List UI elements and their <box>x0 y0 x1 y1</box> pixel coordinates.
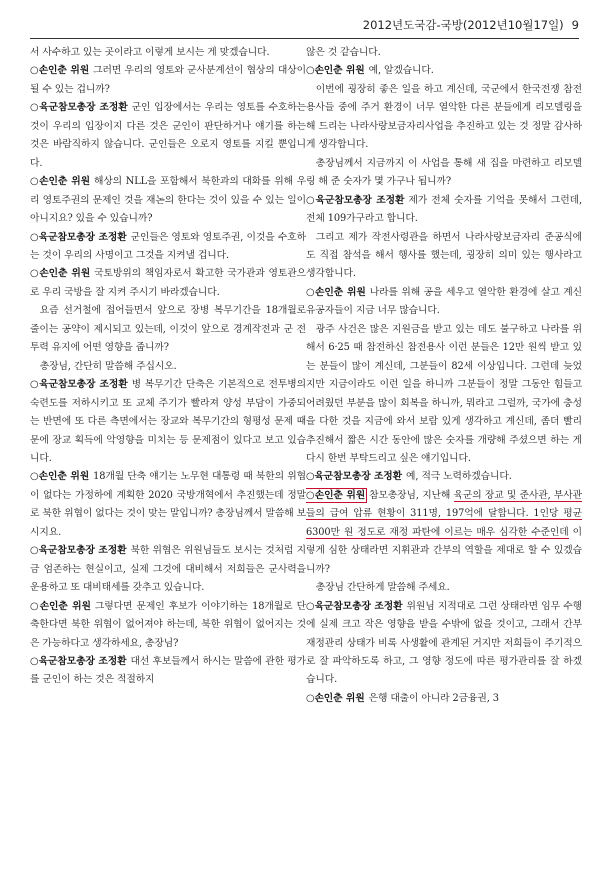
speech-text: 않은 것 같습니다. <box>306 47 381 58</box>
speech-text: 서 사수하고 있는 곳이라고 이렇게 보시는 게 맞겠습니다. <box>30 47 270 58</box>
speech-text: 총장님께서 지금까지 이 사업을 통해 새 집을 마련하고 리모델링 해 준 숫자가 몇 가구나 됩니까? <box>306 157 582 188</box>
page-header <box>30 14 579 39</box>
right-column <box>306 44 582 864</box>
speaker-name: ○육군참모총장 조정환 <box>306 194 405 206</box>
speech-text: 이렇게 심한 상태라면 지휘관과 간부의 역할을 제대로 할 수 있겠습니까? <box>306 526 582 575</box>
speech-text: 군인 입장에서는 우리는 영토를 수호하는 것이 우리의 입장이지 다른 것은 군인이 판단하거나 얘기를 하는 것은 바람직하지 않습니다. 군인들은 오로지 영토를 지킬 뿐입니다. <box>30 102 306 169</box>
speaker-name: ○손인춘 위원 <box>306 65 365 77</box>
speaker-name: ○육군참모총장 조정환 <box>30 102 128 114</box>
speech-text: 그리고 제가 작전사령관을 하면서 나라사랑보금자리 준공식에도 직접 참석을 해서 행사를 했는데, 굉장히 의미 있는 행사라고 생각합니다. <box>306 231 582 280</box>
text-paragraph <box>30 302 306 357</box>
text-paragraph <box>306 321 582 469</box>
speech-paragraph <box>306 62 582 80</box>
speech-text: 병 복무기간 단축은 기본적으로 전투병의 숙련도를 저하시키고 또 교체 주기가 빨라져 양성 부담이 가중되는 반면에 또 다른 측면에서는 장교와 복무기간의 형평성 문제 때문에 장교 획득에 악영향을 미치는 등 문제점이 있다고 보고 있습니다. <box>30 379 306 464</box>
speaker-name: ○육군참모총장 조정환 <box>30 379 128 391</box>
text-paragraph <box>30 358 306 376</box>
speech-text: 그렇다면 문제인 후보가 이야기하는 18개월로 단축한다면 북한 위협이 없어져야 하는데, 북한 위협이 없어지는 것은 가능하다고 생각하세요, 총장님? <box>30 600 306 649</box>
speech-paragraph <box>306 690 582 708</box>
speech-paragraph <box>30 598 306 653</box>
text-paragraph <box>306 155 582 192</box>
speech-text: 은행 대출이 아니라 2금융권, 3 <box>368 692 499 704</box>
text-paragraph <box>306 229 582 284</box>
speaker-name: ○육군참모총장 조정환 <box>30 655 127 667</box>
speaker-name: ○육군참모총장 조정환 <box>306 600 403 612</box>
speech-paragraph <box>30 62 306 99</box>
text-paragraph <box>306 579 582 597</box>
speech-text: 총장님 간단하게 말씀해 주세요. <box>315 582 450 594</box>
speech-paragraph <box>306 192 582 229</box>
speech-text: 국토방위의 책임자로서 확고한 국가관과 영토관으로 우리 국방을 잘 지켜 주시기 바라겠습니다. <box>30 268 306 298</box>
speech-text: 대선 후보들께서 하시는 말씀에 관한 평가를 군인이 하는 것은 적절하지 <box>30 655 306 686</box>
speech-text: 군인들은 영토와 영토주권, 이것을 수호하는 것이 우리의 사명이고 그것을 지켜낼 겁니다. <box>30 231 306 261</box>
text-paragraph <box>306 44 582 62</box>
speaker-name: ○손인춘 위원 <box>30 176 90 188</box>
speech-paragraph <box>30 468 306 542</box>
speech-text: 제가 전체 숫자를 기억을 못해서 그런데, 전체 109가구라고 합니다. <box>306 194 582 225</box>
speech-text: 나라를 위해 공을 세우고 열악한 환경에 살고 계신 유공자들이 지금 너무 많습니다. <box>306 286 582 317</box>
speech-paragraph <box>306 487 582 579</box>
speech-text: 해상의 NLL을 포함해서 북한과의 대화를 위해 우리 영토주권의 문제인 것을 재논의 한다는 것이 있을 수 있는 일이 아니지요? 있을 수 있습니까? <box>30 176 306 225</box>
speech-text: 18개월 단축 얘기는 노무현 대통령 때 북한의 위협이 없다는 가정하에 계획한 2020 국방개혁에서 추진했는데 정말로 북한 위협이 없다는 것이 맞는 말입니까? 총장님께서 말씀해 보시지요. <box>30 471 306 538</box>
underlined-passage: 육군의 장교 및 준사관, 부사관들의 급여 압류 현황이 311명, 197억에 달합니다. 1인당 평균 6300만 원 정도로 재정 파탄에 이르는 매우 심각한 수준인데 <box>306 489 582 538</box>
speaker-name: ○손인춘 위원 <box>306 692 365 704</box>
text-paragraph <box>306 81 582 155</box>
page-number: 9 <box>571 18 579 32</box>
speech-paragraph <box>30 173 306 228</box>
speech-paragraph <box>30 653 306 690</box>
speech-text: 참모총장님, 지난해 <box>369 489 454 501</box>
speech-text: 예, 적극 노력하겠습니다. <box>406 471 512 483</box>
speech-paragraph <box>30 376 306 468</box>
speech-text: 요즘 선거철에 접어들면서 앞으로 장병 복무기간을 18개월로 줄이는 공약이 제시되고 있는데, 이것이 앞으로 경계작전과 군 전투력 유지에 어떤 영향을 줍니까? <box>30 305 306 354</box>
speaker-name: ○손인춘 위원 <box>30 600 91 612</box>
speaker-name: ○손인춘 위원 <box>30 471 90 483</box>
speech-text: 북한 위협은 위원님들도 보시는 것처럼 지금 엄존하는 현실이고, 실제 그것에 대비해서 저희들은 군사력을 운용하고 또 대비태세를 갖추고 있습니다. <box>30 545 306 594</box>
speaker-name: ○손인춘 위원 <box>30 268 91 280</box>
speaker-name: ○육군참모총장 조정환 <box>306 471 403 483</box>
speaker-name: ○손인춘 위원 <box>30 65 90 77</box>
speaker-name: ○육군참모총장 조정환 <box>30 231 127 243</box>
speech-text: 그러면 우리의 영토와 군사분계선이 협상의 대상이 될 수 있는 겁니까? <box>30 65 306 95</box>
speech-paragraph <box>30 265 306 302</box>
header-title: 2012년도국감-국방(2012년10월17일) <box>362 18 564 32</box>
speaker-name: ○육군참모총장 조정환 <box>30 545 127 557</box>
speech-paragraph <box>306 284 582 321</box>
speech-text: 이번에 굉장히 좋은 일을 하고 계신데, 국군에서 한국전쟁 참전용사들 중에 주거 환경이 너무 열악한 다른 분들에게 리모델링을 해 드리는 나라사랑보금자리사업을 추진하고 있는 것 정말 감사하게 생각합니다. <box>306 83 582 151</box>
speech-text: 총장님, 간단히 말씀해 주십시오. <box>39 360 177 372</box>
speaker-name: ○손인춘 위원 <box>306 489 366 501</box>
speech-paragraph <box>306 468 582 486</box>
speech-paragraph <box>30 99 306 173</box>
speech-text: 광주 사건은 많은 지원금을 받고 있는 데도 불구하고 나라를 위해서 6·25 때 참전하신 참전용사 이런 분들은 12만 원씩 받고 있는 분들이 많이 계신데, 그분들이 82세 이상입니다. 그런데 늦었지만 지금이라도 이런 일을 하니까 그분들이 정말 그동안 힘들고 어려웠던 부분을 많이 회복을 하니까, 뭐라고 그럴까, 국가에 충성을 다한 것을 지금에 와서 보람 있게 생각하고 계신데, 좀더 빨리 추진해서 짧은 시간 동안에 많은 숫자를 개량해 주셨으면 하는 게 다시 한번 부탁드리고 싶은 얘기입니다. <box>306 323 582 464</box>
speech-paragraph <box>306 598 582 690</box>
text-paragraph <box>30 44 306 62</box>
speech-text: 예, 알겠습니다. <box>368 65 434 77</box>
speech-paragraph <box>30 229 306 266</box>
speaker-name: ○손인춘 위원 <box>306 286 366 298</box>
speech-text: 위원님 지적대로 그런 상태라면 임무 수행에 실제 크고 작은 영향을 받을 수밖에 없을 것이고, 그래서 간부 재정관리 상태가 비록 사생활에 관계된 거지만 저희들이 주기적으로 잘 파악하도록 하고, 그 영향 정도에 따른 평가관리를 잘 하겠습니다. <box>306 600 582 686</box>
speech-paragraph <box>30 542 306 597</box>
left-column <box>30 44 306 864</box>
